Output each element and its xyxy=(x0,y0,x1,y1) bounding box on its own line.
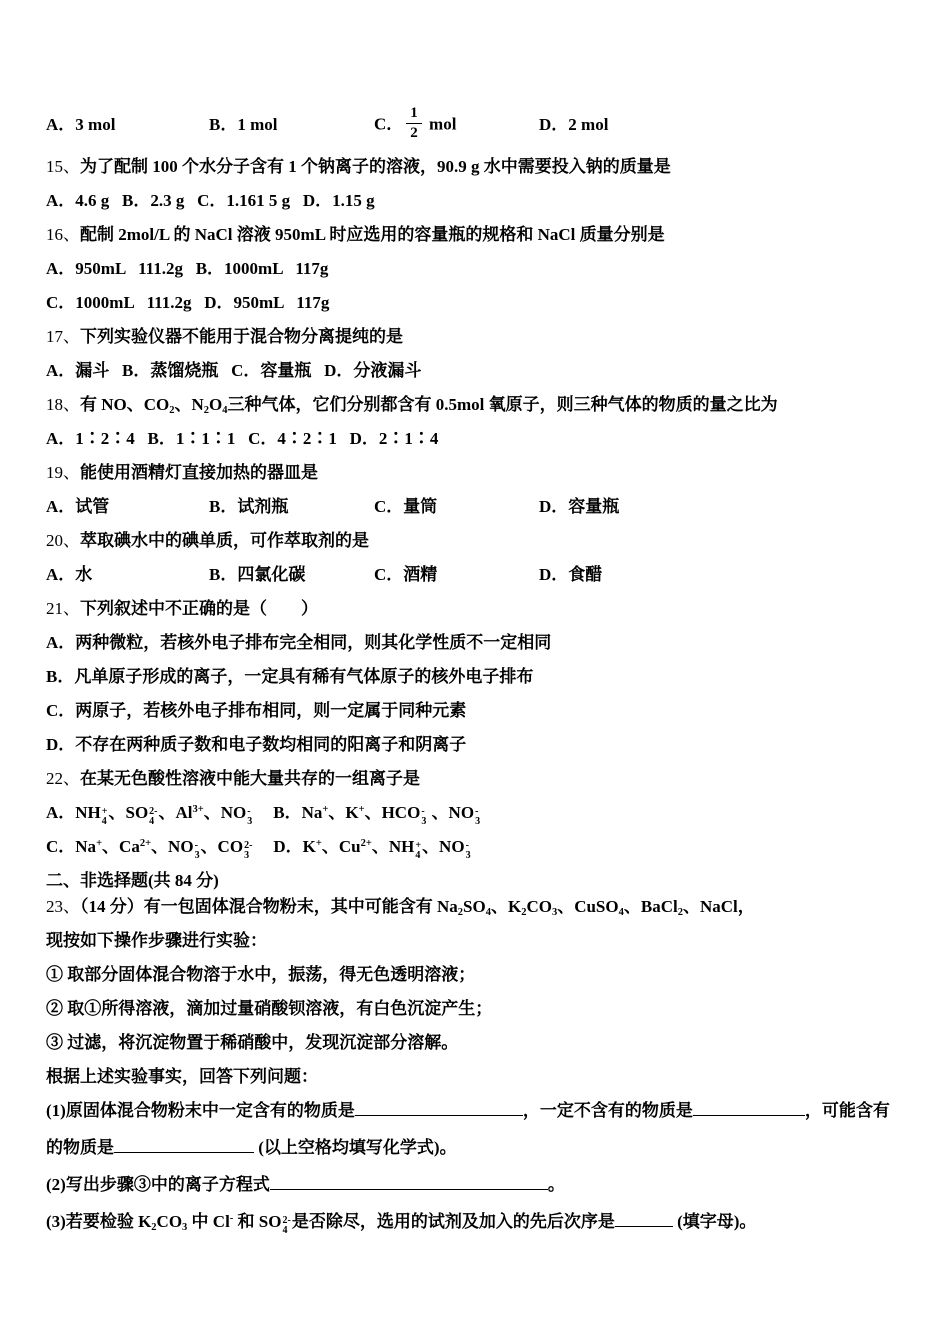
text-run: C．两原子，若核外电子排布相同，则一定属于同种元素 xyxy=(46,701,467,720)
superscript: 3+ xyxy=(192,804,204,815)
text-run: A．试管 xyxy=(46,497,110,516)
text-run: 的物质是 xyxy=(46,1138,114,1157)
text-run: 能使用酒精灯直接加热的器皿是 xyxy=(80,463,318,482)
q23-question-intro xyxy=(46,1060,922,1094)
superscript: 2+ xyxy=(139,838,152,849)
text-run: C．1000mL 111.2g D．950mL 117g xyxy=(46,293,330,312)
q14-options-row-col3 xyxy=(374,106,539,145)
fraction-numerator: 1 xyxy=(406,106,422,124)
text-run: D．食醋 xyxy=(539,565,603,584)
stacked-charge-subscript xyxy=(102,807,108,827)
q23-blank-2 xyxy=(46,1168,922,1202)
superscript: + xyxy=(322,804,329,815)
superscript: + xyxy=(315,838,322,849)
stacked-charge-subscript xyxy=(421,807,426,827)
stacked-charge-subscript xyxy=(415,841,421,861)
stacked-charge-subscript xyxy=(247,807,252,827)
stacked-charge-subscript xyxy=(195,841,200,861)
text-run: 、NO xyxy=(422,837,465,856)
stacked-charge-subscript xyxy=(244,841,252,861)
charge-superscript: 2- xyxy=(244,840,253,851)
text-run: 、NH xyxy=(371,837,415,856)
q20-options-row-col2 xyxy=(209,558,374,592)
q18-stem xyxy=(46,388,922,422)
text-run: ③ 过滤，将沉淀物置于稀硝酸中，发现沉淀部分溶解。 xyxy=(46,1033,459,1052)
atom-subscript: 3 xyxy=(247,816,253,827)
text-run: 三种气体，它们分别都含有 0.5mol 氧原子，则三种气体的物质的量之比为 xyxy=(227,395,778,414)
subscript: 4 xyxy=(618,907,624,918)
q14-options-row-col1 xyxy=(46,108,209,142)
text-run: 、SO xyxy=(108,803,149,822)
question-number: 22、 xyxy=(46,769,80,788)
atom-subscript: 4 xyxy=(149,816,155,827)
q21-option-c xyxy=(46,694,922,728)
text-run: A．950mL 111.2g B．1000mL 117g xyxy=(46,259,329,278)
charge-superscript: + xyxy=(101,806,108,817)
text-run: C．Na xyxy=(46,837,97,856)
charge-superscript: - xyxy=(465,840,469,851)
question-number: 19、 xyxy=(46,463,80,482)
q16-options-cd xyxy=(46,286,922,320)
atom-subscript: 3 xyxy=(465,850,471,861)
q16-stem xyxy=(46,218,922,252)
text-run: A．两种微粒，若核外电子排布完全相同，则其化学性质不一定相同 xyxy=(46,633,552,652)
subscript: 2 xyxy=(203,405,210,416)
text-run: B．1 mol xyxy=(209,115,278,134)
q21-stem xyxy=(46,592,922,626)
text-run: B．试剂瓶 xyxy=(209,497,289,516)
atom-subscript: 4 xyxy=(101,816,107,827)
text-run: 下列实验仪器不能用于混合物分离提纯的是 xyxy=(80,327,403,346)
text-run: (2)写出步骤③中的离子方程式 xyxy=(46,1175,270,1194)
text-run: SO xyxy=(463,897,486,916)
text-run: 、K xyxy=(328,803,359,822)
q23-step-3 xyxy=(46,1026,922,1060)
text-run: (填字母)。 xyxy=(672,1212,757,1231)
charge-superscript: - xyxy=(247,806,251,817)
text-run: 现按如下操作步骤进行实验： xyxy=(46,931,267,950)
text-run: A．NH xyxy=(46,803,101,822)
q23-step-2 xyxy=(46,992,922,1026)
text-run: ① 取部分固体混合物溶于水中，振荡，得无色透明溶液； xyxy=(46,965,476,984)
q16-options-ab xyxy=(46,252,922,286)
subscript: 2 xyxy=(457,907,464,918)
superscript: + xyxy=(358,804,365,815)
text-run: D．不存在两种质子数和电子数均相同的阳离子和阴离子 xyxy=(46,735,467,754)
charge-superscript: - xyxy=(194,840,198,851)
q22-options-ab xyxy=(46,796,922,830)
text-run: B．四氯化碳 xyxy=(209,565,306,584)
text-run: (3)若要检验 K xyxy=(46,1212,152,1231)
q23-blank-1a xyxy=(46,1094,922,1128)
stacked-charge-subscript xyxy=(282,1216,290,1236)
text-run: 根据上述实验事实，回答下列问题： xyxy=(46,1067,318,1086)
text-run: 、HCO xyxy=(364,803,421,822)
q14-options-row-col4 xyxy=(539,108,608,142)
text-run: C．酒精 xyxy=(374,565,438,584)
charge-superscript: + xyxy=(415,840,422,851)
text-run: C． xyxy=(374,113,404,133)
q22-options-cd xyxy=(46,830,922,864)
fraction-one-half xyxy=(406,106,422,141)
text-run: O xyxy=(209,395,223,414)
superscript: - xyxy=(229,1213,234,1224)
stacked-charge-subscript xyxy=(466,841,471,861)
atom-subscript: 3 xyxy=(194,850,200,861)
subscript: 2 xyxy=(169,405,175,416)
q17-stem xyxy=(46,320,922,354)
q19-options-row-col4 xyxy=(539,490,619,524)
text-run: 、Ca xyxy=(102,837,140,856)
charge-superscript: - xyxy=(475,806,479,817)
subscript: 2 xyxy=(521,907,527,918)
text-run: 下列叙述中不正确的是（ ） xyxy=(80,599,318,618)
q18-options-row xyxy=(46,422,922,456)
text-run: A．1∶2∶4 B．1∶1∶1 C．4∶2∶1 D．2∶1∶4 xyxy=(46,429,439,448)
q15-options-row xyxy=(46,184,922,218)
text-run: ，可能含有 xyxy=(804,1101,890,1120)
subscript: 2 xyxy=(151,1222,157,1233)
q20-options-row-col1 xyxy=(46,558,209,592)
superscript: + xyxy=(96,838,103,849)
question-number: 21、 xyxy=(46,599,80,618)
text-run: 、NO xyxy=(427,803,475,822)
atom-subscript: 3 xyxy=(475,816,481,827)
text-run: D．K xyxy=(273,837,316,856)
q19-options-row-col1 xyxy=(46,490,209,524)
text-run: ，一定不含有的物质是 xyxy=(522,1101,693,1120)
answer-blank xyxy=(693,1099,805,1116)
subscript: 3 xyxy=(551,907,558,918)
text-run: (1)原固体混合物粉末中一定含有的物质是 xyxy=(46,1101,355,1120)
question-number: 23、 xyxy=(46,897,80,916)
subscript: 4 xyxy=(222,405,228,416)
text-run: A．水 xyxy=(46,565,93,584)
text-run: ② 取①所得溶液，滴加过量硝酸钡溶液，有白色沉淀产生； xyxy=(46,999,493,1018)
q20-options-row-col3 xyxy=(374,558,539,592)
text-run: 和 SO xyxy=(233,1212,282,1231)
q20-stem xyxy=(46,524,922,558)
charge-superscript: 2- xyxy=(282,1215,291,1226)
subscript: 2 xyxy=(677,907,683,918)
q20-options-row xyxy=(46,558,922,592)
question-number: 16、 xyxy=(46,225,80,244)
text-run: 、Cu xyxy=(321,837,361,856)
fraction-denominator: 2 xyxy=(410,124,418,141)
text-run: 、BaCl xyxy=(623,897,678,916)
text-run: C．量筒 xyxy=(374,497,438,516)
question-number: 18、 xyxy=(46,395,80,414)
text-run: 、Al xyxy=(158,803,193,822)
answer-blank xyxy=(355,1099,523,1116)
text-run: 配制 2mol/L 的 NaCl 溶液 950mL 时应选用的容量瓶的规格和 NaCl 质量分别是 xyxy=(80,225,665,244)
text-run: CO xyxy=(526,897,552,916)
text-run: 二、非选择题(共 84 分) xyxy=(46,871,219,890)
text-run: 、K xyxy=(490,897,522,916)
question-number: 20、 xyxy=(46,531,80,550)
atom-subscript: 4 xyxy=(415,850,421,861)
q22-stem xyxy=(46,762,922,796)
q19-stem xyxy=(46,456,922,490)
text-run: 。 xyxy=(547,1175,565,1194)
text-run: 、N xyxy=(174,395,204,414)
q23-blank-3 xyxy=(46,1205,922,1239)
text-run: 、CuSO xyxy=(557,897,619,916)
q21-option-d xyxy=(46,728,922,762)
q23-intro xyxy=(46,924,922,958)
text-run: A．3 mol xyxy=(46,115,116,134)
q17-options-row xyxy=(46,354,922,388)
text-run: (以上空格均填写化学式)。 xyxy=(254,1138,457,1157)
q19-options-row xyxy=(46,490,922,524)
q23-blank-1b xyxy=(46,1131,922,1165)
text-run: CO xyxy=(156,1212,183,1231)
text-run: 萃取碘水中的碘单质，可作萃取剂的是 xyxy=(80,531,369,550)
answer-blank xyxy=(270,1173,548,1190)
text-run: 、NaCl， xyxy=(682,897,755,916)
q15-stem xyxy=(46,150,922,184)
stacked-charge-subscript xyxy=(149,807,157,827)
q23-step-1 xyxy=(46,958,922,992)
q23-stem xyxy=(46,890,922,924)
q20-options-row-col4 xyxy=(539,558,602,592)
subscript: 3 xyxy=(182,1222,188,1233)
atom-subscript: 3 xyxy=(244,850,250,861)
answer-blank xyxy=(615,1210,673,1227)
superscript: 2+ xyxy=(360,838,372,849)
text-run: 、CO xyxy=(200,837,244,856)
text-run: D．2 mol xyxy=(539,115,609,134)
text-run: 是否除尽，选用的试剂及加入的先后次序是 xyxy=(291,1212,615,1231)
text-run: 、NO xyxy=(151,837,194,856)
text-run: mol xyxy=(424,113,457,133)
text-run: A．漏斗 B．蒸馏烧瓶 C．容量瓶 D．分液漏斗 xyxy=(46,361,422,380)
q14-options-row xyxy=(46,100,922,150)
text-run: 有 NO、CO xyxy=(80,395,170,414)
text-run: 为了配制 100 个水分子含有 1 个钠离子的溶液，90.9 g 水中需要投入钠的质量是 xyxy=(80,157,671,176)
atom-subscript: 3 xyxy=(421,816,427,827)
text-run: （14 分）有一包固体混合物粉末，其中可能含有 Na xyxy=(80,897,458,916)
question-number: 17、 xyxy=(46,327,80,346)
question-number: 15、 xyxy=(46,157,80,176)
q19-options-row-col2 xyxy=(209,490,374,524)
charge-superscript: - xyxy=(421,806,425,817)
text-run: 、NO xyxy=(203,803,247,822)
text-run: A．4.6 g B．2.3 g C．1.161 5 g D．1.15 g xyxy=(46,191,375,210)
text-run: 在某无色酸性溶液中能大量共存的一组离子是 xyxy=(80,769,420,788)
q19-options-row-col3 xyxy=(374,490,539,524)
text-run: B．Na xyxy=(273,803,323,822)
charge-superscript: 2- xyxy=(149,806,158,817)
text-run: B．凡单原子形成的离子，一定具有稀有气体原子的核外电子排布 xyxy=(46,667,534,686)
q14-options-row-col2 xyxy=(209,108,374,142)
atom-subscript: 4 xyxy=(282,1225,288,1236)
text-run: D．容量瓶 xyxy=(539,497,620,516)
subscript: 4 xyxy=(485,907,491,918)
text-run: 中 Cl xyxy=(187,1212,230,1231)
stacked-charge-subscript xyxy=(475,807,480,827)
q21-option-b xyxy=(46,660,922,694)
q21-option-a xyxy=(46,626,922,660)
answer-blank xyxy=(114,1136,254,1153)
